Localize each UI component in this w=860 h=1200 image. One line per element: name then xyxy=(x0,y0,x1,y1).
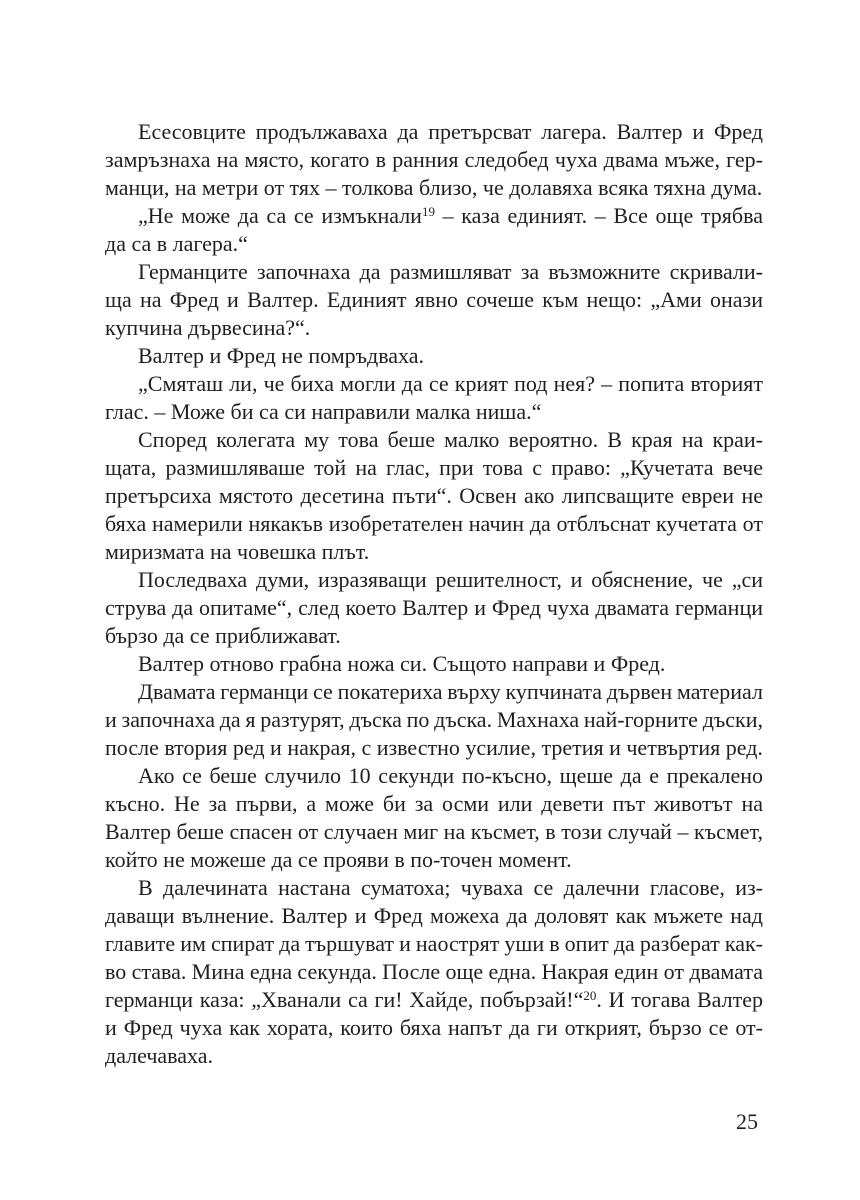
text-line xyxy=(105,342,763,370)
text-line xyxy=(105,426,763,454)
text-line-content: миризмата на човешка плът. xyxy=(105,539,370,564)
text-block xyxy=(105,118,763,1070)
text-line-content: късно. Не за първи, а може би за осми или девети път животът на xyxy=(105,791,763,816)
text-line-content: Според колегата му това беше малко вероятно. В края на краи- xyxy=(138,427,763,452)
text-line-content: ща на Фред и Валтер. Единият явно сочеше към нещо: „Ами онази xyxy=(105,287,763,312)
text-line-content: струва да опитаме“, след което Валтер и Фред чуха двамата германци xyxy=(105,595,763,620)
text-line-content: Есесовците продължаваха да претърсват лагера. Валтер и Фред xyxy=(138,119,763,144)
text-line xyxy=(105,118,763,146)
text-line xyxy=(105,566,763,594)
text-line-content: купчина дървесина?“. xyxy=(105,315,311,340)
paragraph xyxy=(105,342,763,370)
paragraph xyxy=(105,566,763,650)
paragraph xyxy=(105,118,763,202)
text-line-content: претърсиха мястото десетина пъти“. Освен ако липсващите евреи не xyxy=(105,483,763,508)
paragraph xyxy=(105,202,763,258)
text-line xyxy=(105,174,763,202)
text-line-content: Валтер и Фред не помръдваха. xyxy=(138,343,425,368)
text-line xyxy=(105,146,763,174)
text-line xyxy=(105,286,763,314)
paragraph xyxy=(105,370,763,426)
text-line-content: щата, размишляваше той на глас, при това с право: „Кучетата вече xyxy=(105,455,763,480)
text-line xyxy=(105,902,763,930)
text-line-content: и започнаха да я разтурят, дъска по дъска. Махнаха най-горните дъски, xyxy=(105,707,763,732)
text-line xyxy=(105,482,763,510)
text-line xyxy=(105,930,763,958)
text-line xyxy=(105,874,763,902)
text-line xyxy=(105,454,763,482)
text-line xyxy=(105,1014,763,1042)
text-line-content: после втория ред и накрая, с известно усилие, третия и четвъртия ред. xyxy=(105,735,763,760)
text-line xyxy=(105,510,763,538)
text-line-content: който не можеше да се прояви в по-точен момент. xyxy=(105,847,572,872)
text-line-content: В далечината настана суматоха; чуваха се далечни гласове, из- xyxy=(138,875,763,900)
text-line xyxy=(105,958,763,986)
text-line xyxy=(105,734,763,762)
text-line xyxy=(105,314,763,342)
text-line-content: „Смяташ ли, че биха могли да се крият под нея? – попита вторият xyxy=(138,371,763,396)
text-line-content: Валтер беше спасен от случаен миг на късмет, в този случай – късмет, xyxy=(105,819,763,844)
text-line-content: бързо да се приближават. xyxy=(105,623,341,648)
text-line-content: замръзнаха на място, когато в ранния следобед чуха двама мъже, гер- xyxy=(105,147,763,172)
text-line-content: германци каза: „Хванали са ги! Хайде, побързай!“$^{20}$. И тогава Валтер xyxy=(105,987,763,1012)
text-line xyxy=(105,650,763,678)
text-line-content: и Фред чуха как хората, които бяха напът да ги открият, бързо се от- xyxy=(105,1015,763,1040)
text-line xyxy=(105,538,763,566)
text-line-content: далечаваха. xyxy=(105,1043,214,1068)
paragraph xyxy=(105,874,763,1070)
paragraph xyxy=(105,762,763,874)
text-line-content: Валтер отново грабна ножа си. Същото направи и Фред. xyxy=(138,651,666,676)
text-line xyxy=(105,790,763,818)
text-line xyxy=(105,986,763,1014)
text-line xyxy=(105,370,763,398)
paragraph xyxy=(105,678,763,762)
text-line-content: главите им спират да тършуват и наострят уши в опит да разберат как- xyxy=(105,931,763,956)
text-line-content: бяха намерили някакъв изобретателен начин да отблъснат кучетата от xyxy=(105,511,763,536)
text-line xyxy=(105,398,763,426)
text-line-content: да са в лагера.“ xyxy=(105,231,248,256)
paragraph xyxy=(105,650,763,678)
text-line-content: Германците започнаха да размишляват за възможните скривали- xyxy=(138,259,763,284)
text-line-content: Последваха думи, изразяващи решителност, и обяснение, че „си xyxy=(138,567,763,592)
text-line xyxy=(105,258,763,286)
text-line xyxy=(105,762,763,790)
text-line xyxy=(105,706,763,734)
text-line-content: Ако се беше случило 10 секунди по-късно, щеше да е прекалено xyxy=(138,763,763,788)
text-line-content: глас. – Може би са си направили малка ниша.“ xyxy=(105,399,542,424)
text-line xyxy=(105,846,763,874)
text-line xyxy=(105,202,763,230)
text-line xyxy=(105,622,763,650)
page-number: 25 xyxy=(736,1109,758,1134)
text-line xyxy=(105,818,763,846)
text-line xyxy=(105,230,763,258)
text-line-content: манци, на метри от тях – толкова близо, че долавяха всяка тяхна дума. xyxy=(105,175,763,200)
text-line-content: во става. Мина една секунда. После още една. Накрая един от двамата xyxy=(105,959,763,984)
text-line xyxy=(105,594,763,622)
text-line-content: Двамата германци се покатериха върху купчината дървен материал xyxy=(138,679,763,704)
text-line-content: даващи вълнение. Валтер и Фред можеха да доловят как мъжете над xyxy=(105,903,763,928)
text-line xyxy=(105,678,763,706)
text-line-content: „Не може да са се измъкнали$^{19}$ – каза единият. – Все още трябва xyxy=(138,203,763,228)
footnote-marker: 19 xyxy=(421,204,435,219)
footnote-marker: 20 xyxy=(583,988,597,1003)
paragraph xyxy=(105,258,763,342)
text-line xyxy=(105,1042,763,1070)
paragraph xyxy=(105,426,763,566)
